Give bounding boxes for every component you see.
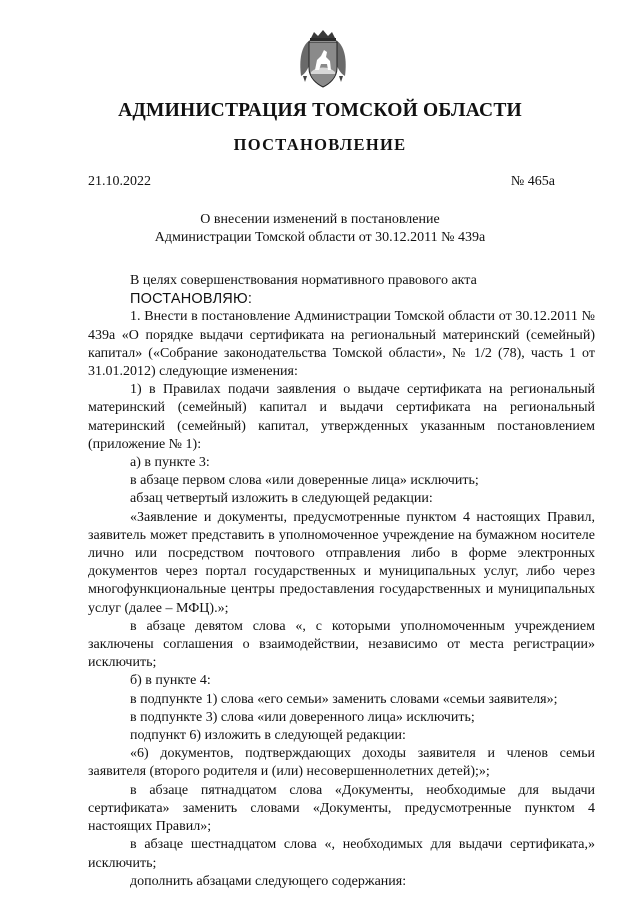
- body-paragraph: абзац четвертый изложить в следующей редакции:: [130, 491, 433, 507]
- body-paragraph: в абзаце первом слова «или доверенные лица» исключить;: [130, 473, 479, 489]
- body-paragraph: «Заявление и документы, предусмотренные пунктом 4 настоящих Правил, заявитель может представить в уполномоченное учреждение на бумажном носителе лично или посредством почтового отправления либо в форме электронных документов через портал государственных и муниципальных услуг, либо через многофункциональные центры предоставления государственных и муниципальных услуг (далее – МФЦ).»;: [88, 509, 595, 616]
- body-paragraph: в абзаце шестнадцатом слова «, необходимых для выдачи сертификата,» исключить;: [88, 837, 595, 871]
- document-subject: [0, 211, 640, 247]
- document-type: ПОСТАНОВЛЕНИЕ: [233, 135, 407, 154]
- subject-line: О внесении изменений в постановление: [200, 212, 440, 227]
- subject-line: Администрации Томской области от 30.12.2011 № 439а: [154, 230, 486, 245]
- document-date: 21.10.2022: [88, 174, 151, 189]
- body-paragraph: б) в пункте 4:: [130, 673, 211, 689]
- body-paragraph: а) в пункте 3:: [130, 455, 210, 471]
- body-paragraph: дополнить абзацами следующего содержания:: [130, 873, 407, 889]
- body-paragraph: подпункт 6) изложить в следующей редакции:: [130, 728, 406, 744]
- body-paragraph: «6) документов, подтверждающих доходы заявителя и членов семьи заявителя (второго родителя и (или) несовершеннолетних детей);»;: [88, 746, 595, 780]
- body-paragraph: в подпункте 1) слова «его семьи» заменить словами «семьи заявителя»;: [130, 691, 558, 707]
- document-body: [88, 272, 595, 891]
- resolution-keyword: ПОСТАНОВЛЯЮ:: [130, 291, 253, 308]
- body-paragraph: в абзаце девятом слова «, с которыми уполномоченным учреждением заключены соглашения о взаимодействии, независимо от места регистрации» исключить;: [88, 618, 595, 671]
- body-paragraph: в абзаце пятнадцатом слова «Документы, необходимые для выдачи сертификата» заменить словами «Документы, предусмотренные пунктом 4 настоящих Правил»;: [88, 782, 595, 835]
- body-paragraph: В целях совершенствования нормативного правового акта: [130, 273, 477, 288]
- document-number: № 465а: [510, 174, 555, 189]
- coat-of-arms-icon: [297, 30, 349, 90]
- organization-title: АДМИНИСТРАЦИЯ ТОМСКОЙ ОБЛАСТИ: [118, 100, 522, 121]
- body-paragraph: 1) в Правилах подачи заявления о выдаче сертификата на региональный материнский (семейный) капитал и выдачи сертификата на региональный материнский (семейный) капитал, утвержденных указанным постановлением (приложение № 1):: [88, 382, 595, 452]
- body-paragraph: в подпункте 3) слова «или доверенного лица» исключить;: [130, 709, 475, 725]
- body-paragraph: 1. Внести в постановление Администрации Томской области от 30.12.2011 № 439а «О порядке выдачи сертификата на региональный материнский (семейный) капитал» («Собрание законодательства Томской области», № 1/2 (78), часть 1 от 31.01.2012) следующие изменения:: [88, 309, 595, 380]
